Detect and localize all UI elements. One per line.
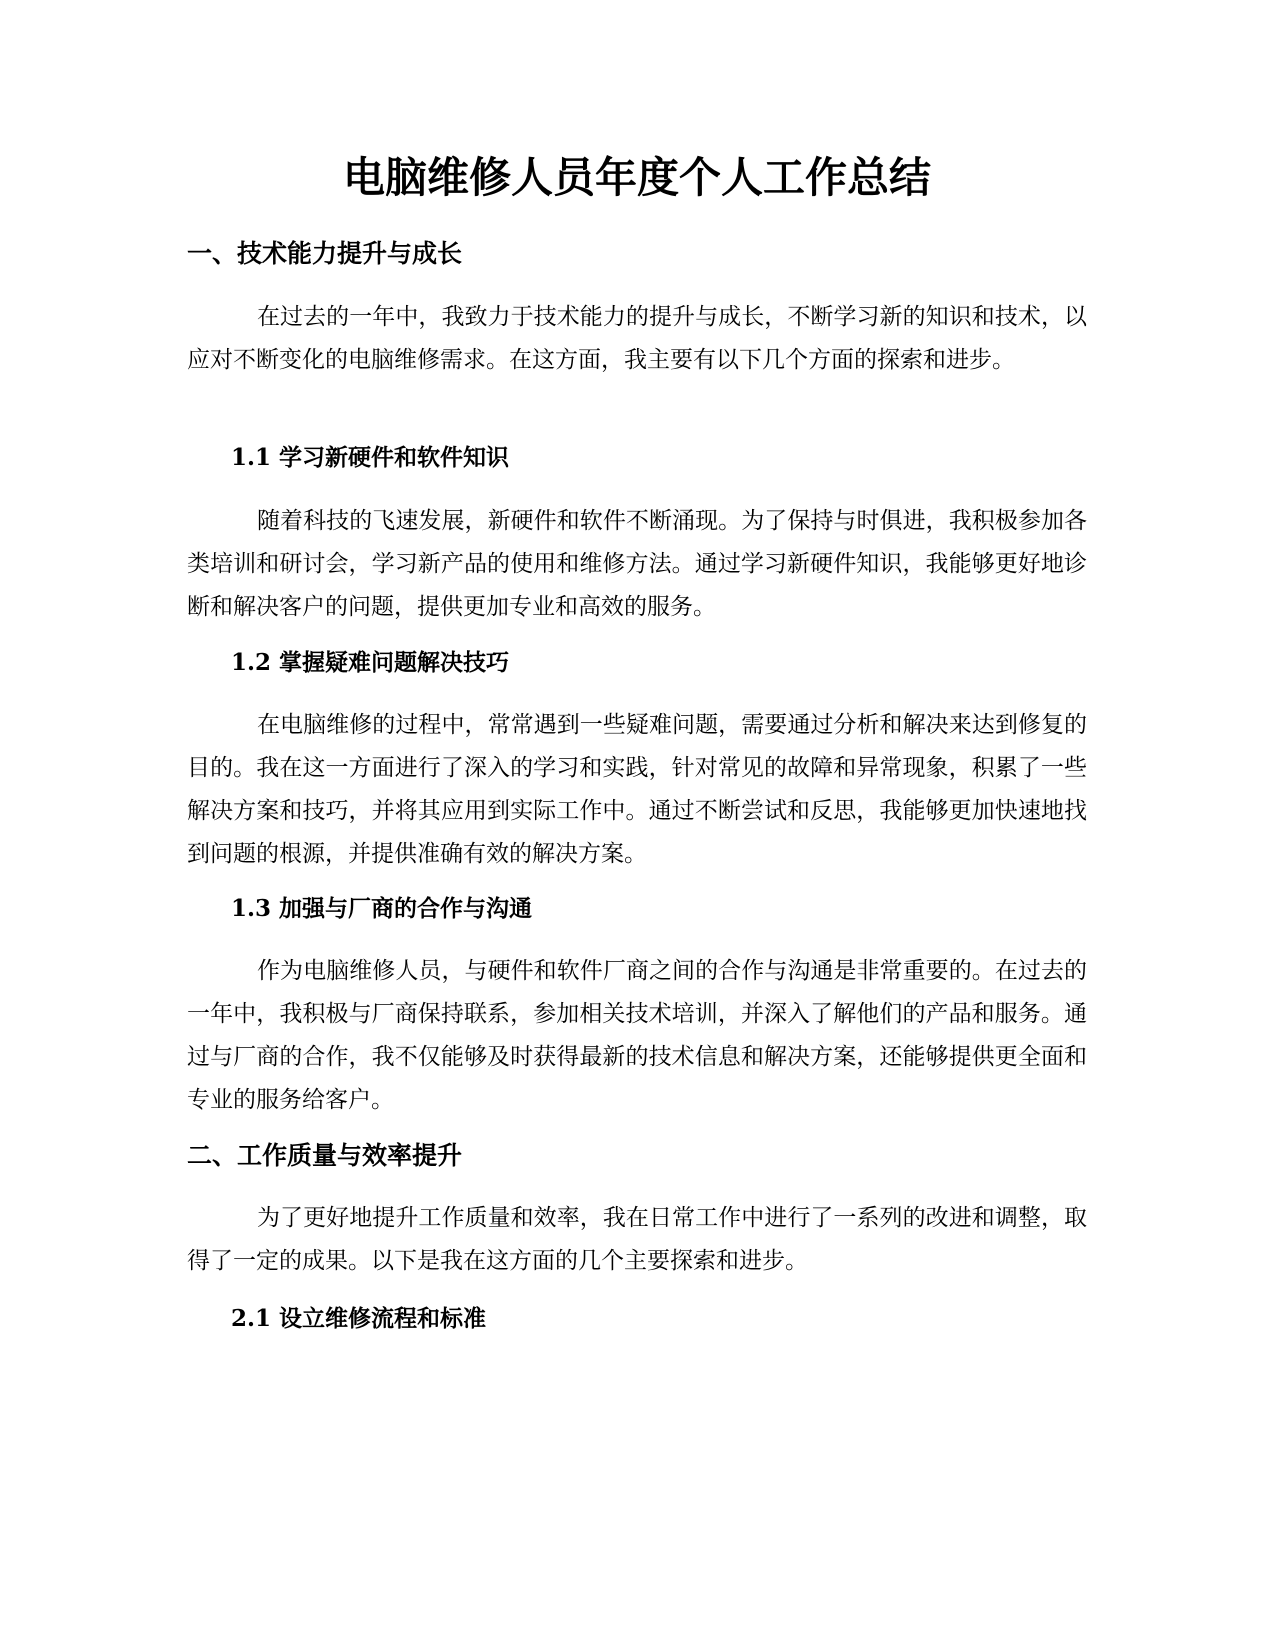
- subsection-2-1-heading: 2.1 设立维修流程和标准: [231, 1305, 487, 1332]
- section-1-intro-paragraph: 在过去的一年中，我致力于技术能力的提升与成长，不断学习新的知识和技术，以应对不断变化的电脑维修需求。在这方面，我主要有以下几个方面的探索和进步。: [187, 304, 1087, 373]
- section-2-intro-paragraph: 为了更好地提升工作质量和效率，我在日常工作中进行了一系列的改进和调整，取得了一定的成果。以下是我在这方面的几个主要探索和进步。: [187, 1205, 1087, 1274]
- subsection-1-2-heading: 1.2 掌握疑难问题解决技巧: [231, 649, 510, 676]
- page-title: 电脑维修人员年度个人工作总结: [342, 153, 931, 202]
- subsection-1-1-heading: 1.1 学习新硬件和软件知识: [231, 444, 510, 471]
- subsection-1-1-paragraph: 随着科技的飞速发展，新硬件和软件不断涌现。为了保持与时俱进，我积极参加各类培训和研讨会，学习新产品的使用和维修方法。通过学习新硬件知识，我能够更好地诊断和解决客户的问题，提供更加专业和高效的服务。: [187, 508, 1087, 620]
- section-1-heading: 一、技术能力提升与成长: [187, 239, 463, 268]
- subsection-1-2-paragraph: 在电脑维修的过程中，常常遇到一些疑难问题，需要通过分析和解决来达到修复的目的。我在这一方面进行了深入的学习和实践，针对常见的故障和异常现象，积累了一些解决方案和技巧，并将其应用到实际工作中。通过不断尝试和反思，我能够更加快速地找到问题的根源，并提供准确有效的解决方案。: [187, 712, 1087, 867]
- subsection-1-3-paragraph: 作为电脑维修人员，与硬件和软件厂商之间的合作与沟通是非常重要的。在过去的一年中，我积极与厂商保持联系，参加相关技术培训，并深入了解他们的产品和服务。通过与厂商的合作，我不仅能够及时获得最新的技术信息和解决方案，还能够提供更全面和专业的服务给客户。: [187, 958, 1087, 1113]
- section-2-heading: 二、工作质量与效率提升: [187, 1141, 463, 1170]
- subsection-1-3-heading: 1.3 加强与厂商的合作与沟通: [231, 895, 533, 922]
